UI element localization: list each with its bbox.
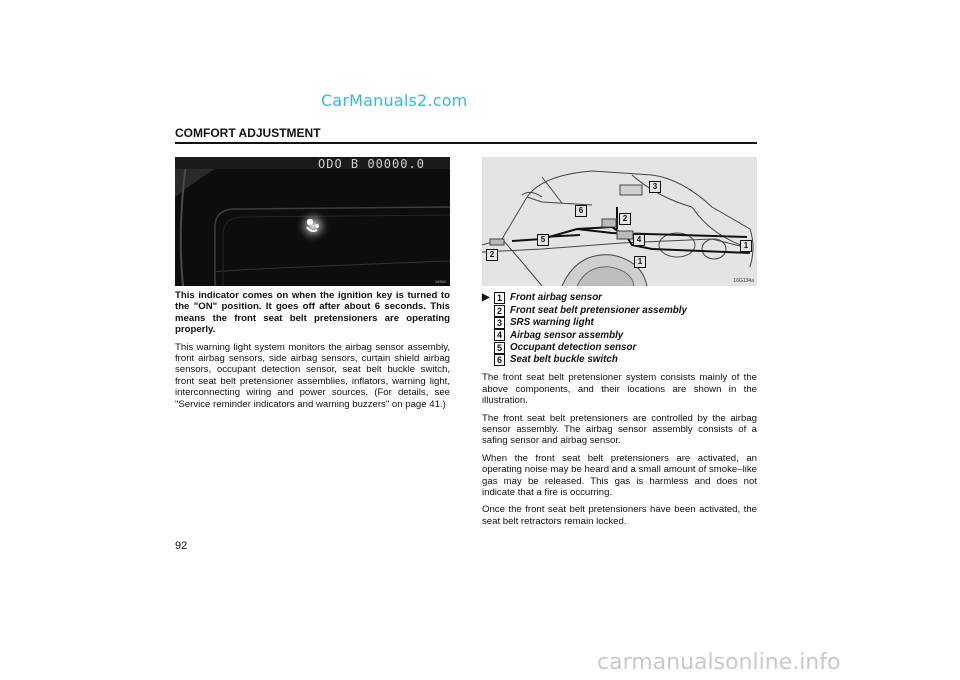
- legend-label: SRS warning light: [510, 317, 594, 329]
- legend-item: [482, 304, 757, 316]
- legend-item: [482, 342, 757, 354]
- header-rule: [175, 142, 757, 144]
- figure-code: 16382: [434, 279, 446, 284]
- arrow-right-icon: ▶: [482, 292, 490, 304]
- callout-1-right: 1: [740, 240, 752, 252]
- legend-label: Front seat belt pretensioner assembly: [510, 304, 687, 316]
- callout-6: 6: [575, 205, 587, 217]
- callout-2-left: 2: [486, 249, 498, 261]
- warning-system-description: This warning light system monitors the airbag sensor assembly, front airbag sensors, side airbag sensors, curtain shield airbag sensors, occupant detection sensor, seat belt buckle switch, front seat belt pretensioner assemblies, inflators, warning light, interconnecting wiring and power sources. (For details, see "Service reminder indicators and warning buzzers" on page 41.): [175, 341, 450, 410]
- callout-2-seat: 2: [619, 213, 631, 225]
- legend-number: 2: [494, 305, 505, 317]
- watermark-bottom[interactable]: carmanualsonline.info: [597, 650, 841, 675]
- system-paragraph: The front seat belt pretensioner system consists mainly of the above components, and their locations are shown in the illustration.: [482, 372, 757, 407]
- legend-number: 1: [494, 292, 505, 304]
- legend-label: Front airbag sensor: [510, 292, 602, 304]
- section-title: COMFORT ADJUSTMENT: [175, 126, 321, 140]
- legend-number: 5: [494, 342, 505, 354]
- page-number: 92: [175, 540, 188, 552]
- legend-item: [482, 292, 757, 304]
- figure-code: 16G134a: [733, 278, 754, 284]
- legend-label: Airbag sensor assembly: [510, 329, 624, 341]
- legend-label: Occupant detection sensor: [510, 342, 637, 354]
- right-column: [482, 290, 757, 533]
- legend-item: [482, 329, 757, 341]
- legend-item: [482, 354, 757, 366]
- odometer-readout: ODO B 00000.0: [318, 157, 425, 171]
- legend-number: 3: [494, 317, 505, 329]
- legend-number: 6: [494, 354, 505, 366]
- legend-item: [482, 317, 757, 329]
- indicator-description: This indicator comes on when the ignition key is turned to the "ON" position. It goes off after about 6 seconds. This means the front seat belt pretensioners are operating properly.: [175, 290, 450, 336]
- system-paragraph: Once the front seat belt pretensioners have been activated, the seat belt retractors remain locked.: [482, 504, 757, 527]
- callout-3: 3: [649, 181, 661, 193]
- callout-1-front: 1: [634, 256, 646, 268]
- legend-number: 4: [494, 329, 505, 341]
- callout-5: 5: [537, 234, 549, 246]
- component-legend: [482, 292, 757, 366]
- watermark-top[interactable]: CarManuals2.com: [321, 91, 468, 110]
- system-paragraph: The front seat belt pretensioners are controlled by the airbag sensor assembly. The airbag sensor assembly consists of a safing sensor and airbag sensor.: [482, 412, 757, 447]
- component-location-illustration: [482, 157, 757, 286]
- indicator-photo: [175, 157, 450, 286]
- legend-label: Seat belt buckle switch: [510, 354, 618, 366]
- callout-4: 4: [633, 234, 645, 246]
- system-paragraph: When the front seat belt pretensioners are activated, an operating noise may be heard and a small amount of smoke–like gas may be released. This gas is harmless and does not indicate that a fire is occurring.: [482, 452, 757, 498]
- left-column: [175, 290, 450, 416]
